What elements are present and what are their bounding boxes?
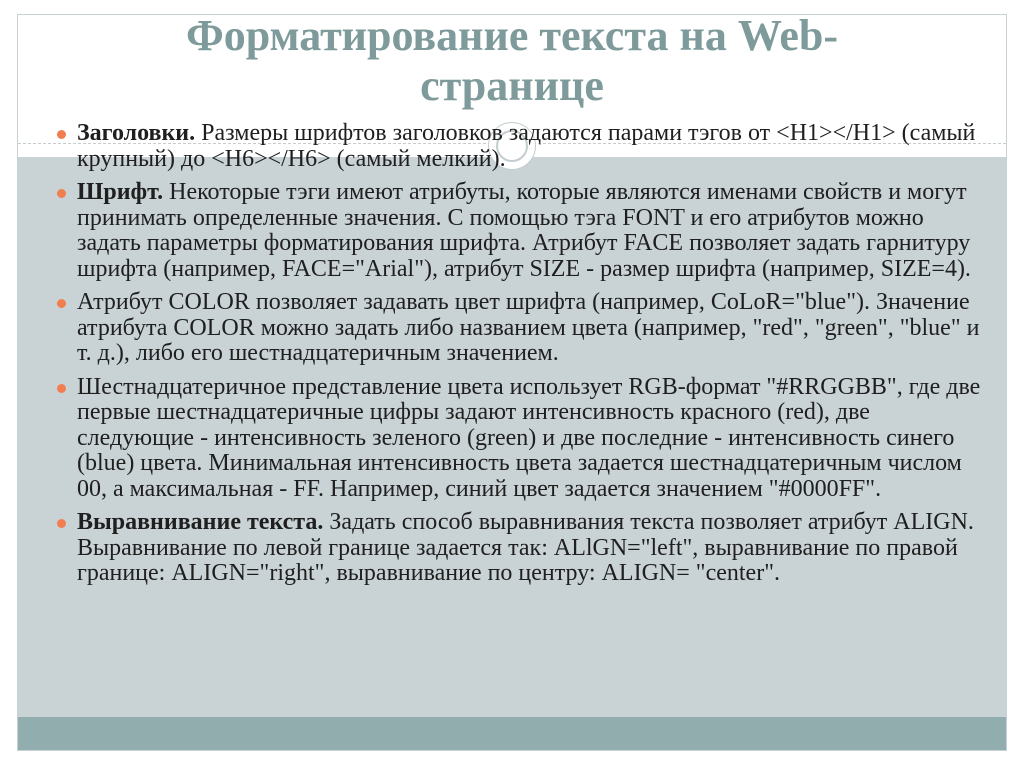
bullet-term: Выравнивание текста. [77,509,324,535]
bullet-dot-icon [57,384,66,393]
bullet-item-color [52,290,992,367]
bullet-item-font [52,180,992,282]
bullet-dot-icon [57,130,66,139]
bullet-dot-icon [57,189,66,198]
bullet-term: Заголовки. [77,120,196,146]
bullet-item-headings [52,121,992,172]
bullet-text: Некоторые тэги имеют атрибуты, которые являются именами свойств и могут принимать определенные значения. С помощью тэга FONT и его атрибутов можно задать параметры форматирования шрифта. Атрибут FACE позволяет задать гарнитуру шрифта (например, FACE="Arial"), атрибут SIZE - размер шрифта (например, SIZE=4). [77,179,971,282]
bullet-text: Атрибут COLOR позволяет задавать цвет шрифта (например, CoLoR="blue"). Значение атрибута COLOR можно задать либо названием цвета (например, "red", "green", "blue" и т. д.), либо его шестнадцатеричным значением. [77,289,980,366]
bullet-dot-icon [57,519,66,528]
bullet-list [52,121,992,595]
slide [17,14,1007,751]
slide-title-line-1: Форматирование текста на Web- [185,14,839,60]
bullet-text: Размеры шрифтов заголовков задаются парами тэгов от <H1></H1> (самый крупный) до <H6></H6> (самый мелкий). [77,120,976,172]
bullet-item-alignment [52,510,992,587]
bullet-text: Шестнадцатеричное представление цвета использует RGB-формат "#RRGGBB", где две первые шестнадцатеричные цифры задают интенсивность красного (red), две следующие - интенсивность зеленого (green) и две последние - интенсивность синего (blue) цвета. Минимальная интенсивность цвета задается шестнадцатеричным числом 00, а максимальная - FF. Например, синий цвет задается значением "#0000FF". [77,373,981,502]
bullet-dot-icon [57,299,66,308]
bullet-text: Задать способ выравнивания текста позволяет атрибут ALIGN. Выравнивание по левой границе задается так: ALlGN="left", выравнивание по правой границе: ALIGN="right", выравнивание по центру: ALIGN= "center". [77,509,974,586]
slide-title-line-2: странице [420,61,604,110]
footer-band [18,717,1006,751]
bullet-item-hex-color [52,375,992,503]
bullet-term: Шрифт. [77,179,164,205]
slide-title [18,14,1006,111]
